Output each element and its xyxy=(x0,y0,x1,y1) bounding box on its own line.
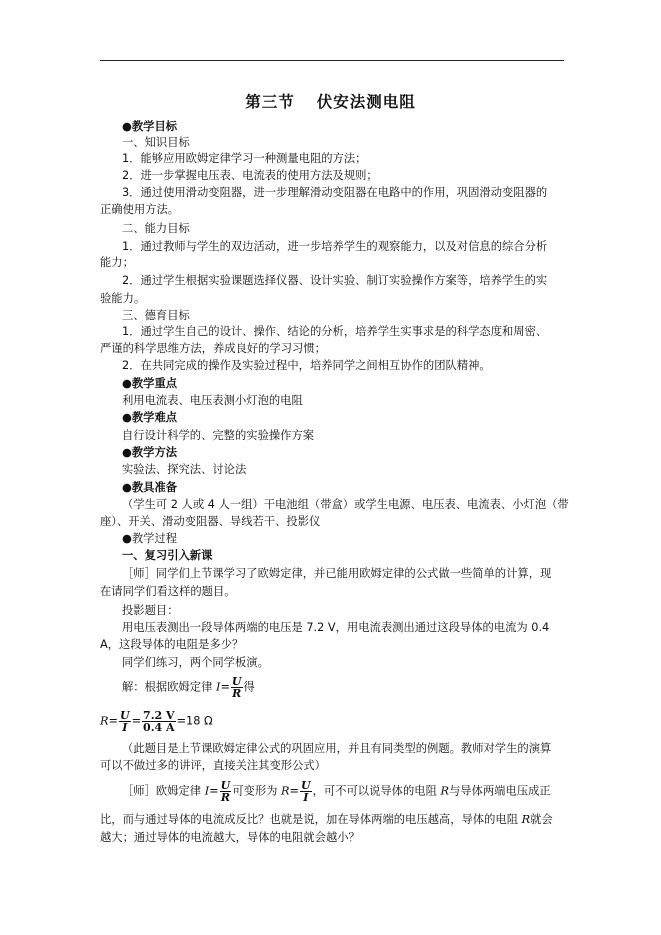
value-fraction xyxy=(142,710,176,733)
moral-item: 严谨的科学思维方法，养成良好的学习习惯； xyxy=(100,342,326,355)
key-point-heading: ●教学重点 xyxy=(122,377,178,390)
equals-sign: = xyxy=(220,680,230,694)
solution-prefix: 解：根据欧姆定律 xyxy=(122,680,213,694)
knowledge-item: 正确使用方法。 xyxy=(100,203,180,216)
teacher-line: ［师］同学们上节课学习了欧姆定律，并已能用欧姆定律的公式做一些简单的计算，现 xyxy=(122,567,552,580)
question-line2-end: 就会 xyxy=(530,813,553,826)
knowledge-item: 2．进一步掌握电压表、电流表的使用方法及规则； xyxy=(122,169,378,182)
question-line: 越大；通过导体的电流越大，导体的电阻就会越小？ xyxy=(100,831,360,844)
teacher-line: 在请同学们看这样的题目。 xyxy=(100,585,236,598)
moral-item: 2．在共同完成的操作及实验过程中，培养同学之间相互协作的团队精神。 xyxy=(122,359,491,372)
knowledge-item: 3．通过使用滑动变阻器，进一步理解滑动变阻器在电路中的作用，巩固滑动变阻器的 xyxy=(122,186,548,199)
question-text: ，可不可以说导体的电阻 xyxy=(312,784,437,798)
problem-line: 用电压表测出一段导体两端的电压是 7.2 V，用电流表测出通过这段导体的电流为 0.4 xyxy=(122,621,550,634)
numerator: U xyxy=(119,709,130,722)
transformed-fraction: $\frac{U}{I}$ xyxy=(301,779,311,804)
current-symbol: I xyxy=(215,680,221,694)
problem-line: A，这段导体的电阻是多少？ xyxy=(100,638,244,651)
solution-suffix: 得 xyxy=(243,680,255,694)
note-line: （此题目是上节课欧姆定律公式的巩固应用，并且有同类型的例题。教师对学生的演算 xyxy=(122,742,552,755)
question-middle: 可变形为 xyxy=(232,784,278,798)
question-line: 比，而与通过导体的电流成反比？也就是说，加在导体两端的电压越高，导体的电阻 R就会 xyxy=(100,813,553,826)
objectives-heading: ●教学目标 xyxy=(122,120,178,133)
ability-item: 1．通过教师与学生的双边活动，进一步培养学生的观察能力，以及对信息的综合分析 xyxy=(122,240,548,253)
page-title xyxy=(0,90,661,112)
key-point-text: 利用电流表、电压表测小灯泡的电阻 xyxy=(122,394,303,407)
question-text-end: 与导体两端电压成正 xyxy=(448,784,551,798)
resistance-symbol: R xyxy=(100,714,109,728)
ability-item: 能力； xyxy=(100,256,134,269)
section-number: 第三节 xyxy=(245,92,295,111)
projection-label: 投影题目： xyxy=(122,604,179,617)
knowledge-heading: 一、知识目标 xyxy=(122,136,190,149)
ohm-law-fraction xyxy=(231,676,243,699)
question-prefix: ［师］欧姆定律 xyxy=(122,784,202,798)
denominator: R xyxy=(232,687,242,700)
method-text: 实验法、探究法、讨论法 xyxy=(122,463,247,476)
equals-sign: = xyxy=(131,714,142,728)
method-heading: ●教学方法 xyxy=(122,446,178,459)
note-line: 可以不做过多的讲评，直接关注其变形公式） xyxy=(100,759,326,772)
section-title: 伏安法测电阻 xyxy=(316,92,416,111)
process-section-heading: 一、复习引入新课 xyxy=(122,549,213,562)
numerator: 7.2 V xyxy=(143,709,175,722)
calculation-line xyxy=(100,710,213,733)
difficulty-heading: ●教学难点 xyxy=(122,411,178,424)
moral-item: 1．通过学生自己的设计、操作、结论的分析，培养学生实事求是的科学态度和周密、 xyxy=(122,325,548,338)
numerator: U xyxy=(231,675,242,688)
header-rule xyxy=(100,60,564,61)
equipment-line: 座）、开关、滑动变阻器、导线若干、投影仪 xyxy=(100,515,321,528)
process-heading: ●教学过程 xyxy=(122,532,178,545)
denominator: I xyxy=(122,721,128,734)
equals-sign: = xyxy=(108,714,118,728)
equipment-line: （学生可 2 人或 4 人一组）干电池组（带盒）或学生电源、电压表、电流表、小灯泡（带 xyxy=(122,498,569,511)
difficulty-text: 自行设计科学的、完整的实验操作方案 xyxy=(122,429,315,442)
ability-item: 验能力。 xyxy=(100,292,146,305)
ohm-law-fraction: $\frac{U}{R}$ xyxy=(220,779,231,804)
formula-fraction xyxy=(119,710,131,733)
equipment-heading: ●教具准备 xyxy=(122,481,178,494)
ability-heading: 二、能力目标 xyxy=(122,222,190,235)
solution-line xyxy=(122,676,255,699)
ability-item: 2．通过学生根据实验课题选择仪器、设计实验、制订实验操作方案等，培养学生的实 xyxy=(122,274,548,287)
knowledge-item: 1．能够应用欧姆定律学习一种测量电阻的方法； xyxy=(122,152,367,165)
question-line: ［师］欧姆定律 I= $\frac{U}{R}$ 可变形为 R= $\frac{U}{I}$ ，可不可以说导体的电阻 R与导体两端电压成正 xyxy=(122,779,551,804)
denominator: 0.4 A xyxy=(143,721,175,734)
moral-heading: 三、德育目标 xyxy=(122,309,190,322)
practice-text: 同学们练习，两个同学板演。 xyxy=(122,656,269,669)
result-text: =18 Ω xyxy=(176,714,213,728)
question-line2: 比，而与通过导体的电流成反比？也就是说，加在导体两端的电压越高，导体的电阻 xyxy=(100,813,518,826)
